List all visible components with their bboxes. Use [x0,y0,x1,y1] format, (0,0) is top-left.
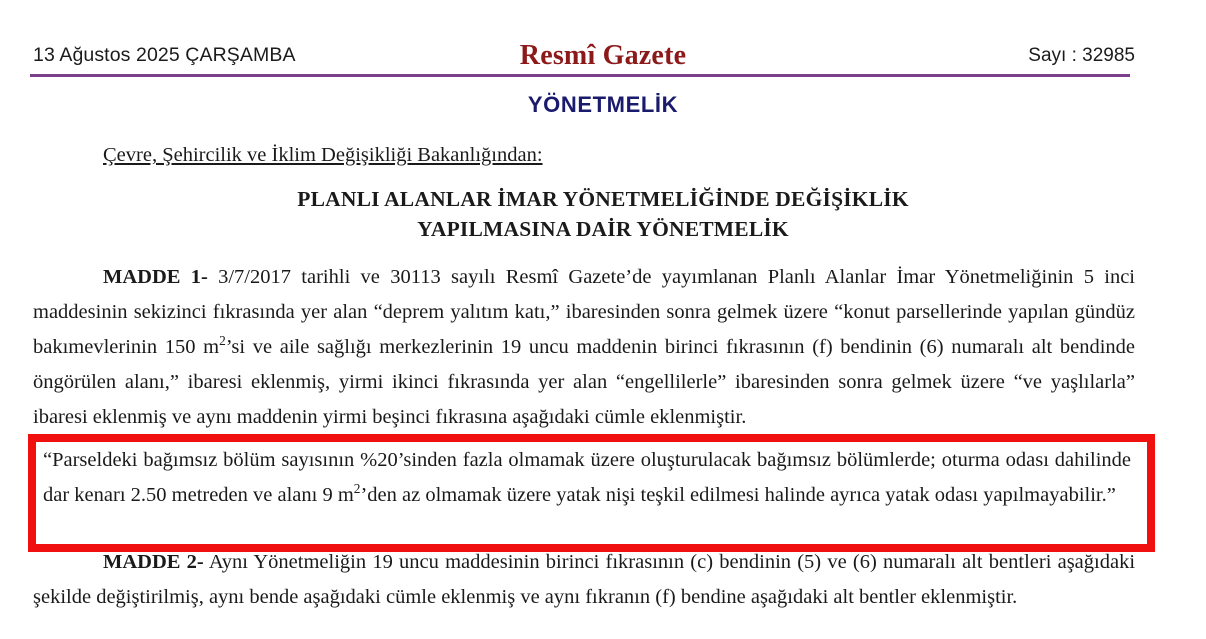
article-1-paragraph [0,260,1206,435]
article-2-paragraph [0,545,1206,615]
gazette-issue-number: Sayı : 32985 [1028,45,1135,66]
issuing-authority-text: Çevre, Şehircilik ve İklim Değişikliği Bakanlığından: [103,144,543,166]
article-1-text-a: 3/7/2017 tarihli ve 30113 sayılı Resmî Gazete’de yayımlanan Planlı Alanlar İmar Yönetmeliğinin 5 inci maddesinin sekizinci fıkrasında yer alan “deprem yalıtım katı,” ibaresinden sonra gelmek üzere “konut parsellerinde yapılan gündüz bakımevlerinin 150 m [33,266,1135,358]
document-kind-heading: YÖNETMELİK [527,92,679,117]
article-1-text-b: ’si ve aile sağlığı merkezlerinin 19 uncu maddenin birinci fıkrasının (f) bendinin (6) numaralı alt bendinde öngörülen alanı,” ibaresi eklenmiş, yirmi ikinci fıkrasında yer alan “engellilerle” ibaresinden sonra gelmek üzere “ve yaşlılarla” ibaresi eklenmiş ve aynı maddenin yirmi beşinci fıkrasına aşağıdaki cümle eklenmiştir. [33,336,1136,428]
article-1-label: MADDE 1- [103,266,208,288]
gazette-logo: Resmî Gazete [519,40,687,71]
highlight-text-a: “Parseldeki bağımsız bölüm sayısının %20’sinden fazla olmamak üzere oluşturulacak bağımsız bölümlerde; oturma odası dahilinde dar kenarı 2.50 metreden ve alanı 9 m [43,449,1131,506]
highlight-text-b: ’den az olmamak üzere yatak nişi teşkil edilmesi halinde ayrıca yatak odası yapılmayabilir.” [360,484,1116,506]
article-2-text: Aynı Yönetmeliğin 19 uncu maddesinin birinci fıkrasının (c) bendinin (5) ve (6) numaralı alt bentleri aşağıdaki şekilde değiştirilmiş, aynı bende aşağıdaki cümle eklenmiş ve aynı fıkranın (f) bendine aşağıdaki alt bentler eklenmiştir. [33,551,1136,608]
issuing-authority [0,144,1206,167]
gazette-date: 13 Ağustos 2025 ÇARŞAMBA [33,44,296,66]
highlight-superscript-square: 2 [353,481,361,497]
document-title-line-2: YAPILMASINA DAİR YÖNETMELİK [417,217,789,241]
document-title [0,184,1206,244]
article-1-superscript-square: 2 [219,333,226,349]
article-2-label: MADDE 2- [103,551,204,573]
highlighted-amendment-text [28,434,1155,513]
document-body [0,76,1206,435]
document-title-line-1: PLANLI ALANLAR İMAR YÖNETMELİĞİNDE DEĞİŞİKLİK [297,187,909,211]
masthead [0,0,1206,76]
